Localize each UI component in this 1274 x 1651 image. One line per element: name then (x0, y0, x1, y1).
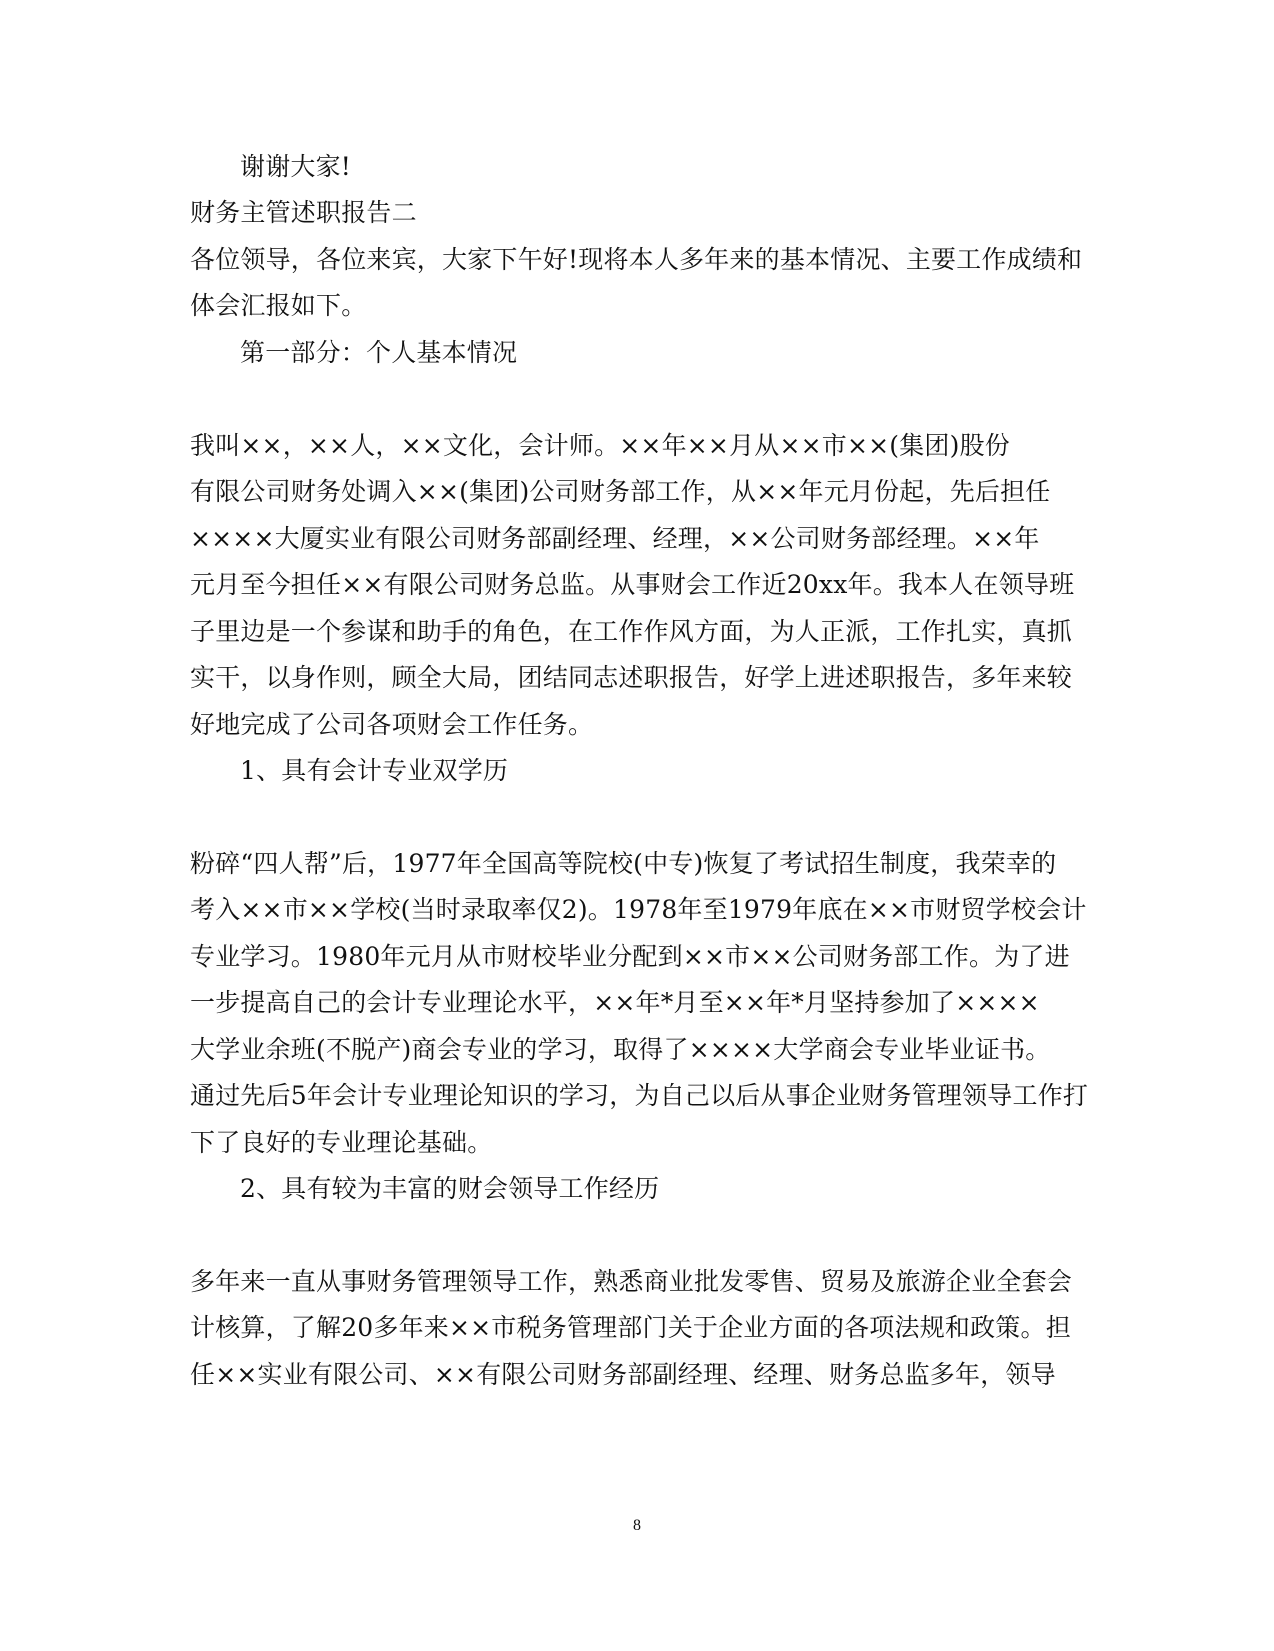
text-line: 各位领导，各位来宾，大家下午好!现将本人多年来的基本情况、主要工作成绩和 (190, 245, 1083, 274)
text-line: 体会汇报如下。 (190, 291, 367, 320)
text-line: 元月至今担任××有限公司财务总监。从事财会工作近20xx年。我本人在领导班 (190, 570, 1075, 599)
text-line: 谢谢大家! (240, 152, 352, 181)
subsection-heading: 第一部分：个人基本情况 (240, 338, 518, 367)
list-heading: 1、具有会计专业双学历 (240, 756, 509, 785)
text-line: 实干，以身作则，顾全大局，团结同志述职报告，好学上进述职报告，多年来较 (190, 663, 1073, 692)
text-line: 计核算，了解20多年来××市税务管理部门关于企业方面的各项法规和政策。担 (190, 1313, 1071, 1342)
text-line: 多年来一直从事财务管理领导工作，熟悉商业批发零售、贸易及旅游企业全套会 (190, 1267, 1073, 1296)
text-line: 有限公司财务处调入××(集团)公司财务部工作，从××年元月份起，先后担任 (190, 477, 1051, 506)
section-title: 财务主管述职报告二 (190, 198, 417, 227)
list-heading: 2、具有较为丰富的财会领导工作经历 (240, 1174, 660, 1203)
text-line: 我叫××，××人，××文化，会计师。××年××月从××市××(集团)股份 (190, 431, 1010, 460)
text-line: 任××实业有限公司、××有限公司财务部副经理、经理、财务总监多年，领导 (190, 1360, 1056, 1389)
text-line: 子里边是一个参谋和助手的角色，在工作作风方面，为人正派，工作扎实，真抓 (190, 617, 1073, 646)
text-line: 专业学习。1980年元月从市财校毕业分配到××市××公司财务部工作。为了进 (190, 942, 1070, 971)
text-line: 好地完成了公司各项财会工作任务。 (190, 710, 594, 739)
text-line: 考入××市××学校(当时录取率仅2)。1978年至1979年底在××市财贸学校会计 (190, 895, 1087, 924)
text-line: 下了良好的专业理论基础。 (190, 1128, 493, 1157)
text-line: 大学业余班(不脱产)商会专业的学习，取得了××××大学商会专业毕业证书。 (190, 1035, 1051, 1064)
text-line: 一步提高自己的会计专业理论水平，××年*月至××年*月坚持参加了×××× (190, 988, 1040, 1017)
text-line: 粉碎“四人帮”后，1977年全国高等院校(中专)恢复了考试招生制度，我荣幸的 (190, 849, 1057, 878)
text-line: 通过先后5年会计专业理论知识的学习，为自己以后从事企业财务管理领导工作打 (190, 1081, 1089, 1110)
page-number: 8 (633, 1517, 641, 1534)
text-line: ××××大厦实业有限公司财务部副经理、经理，××公司财务部经理。××年 (190, 524, 1040, 553)
